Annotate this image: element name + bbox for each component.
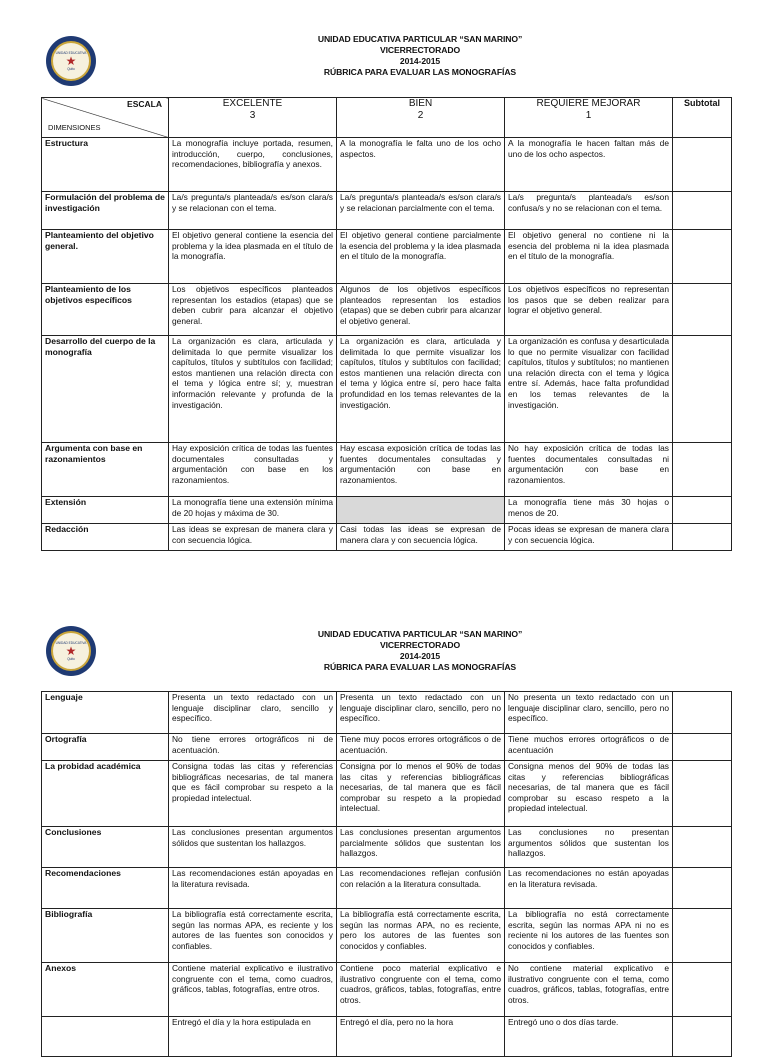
subtotal-cell[interactable] <box>673 909 732 963</box>
subtotal-cell[interactable] <box>673 963 732 1017</box>
subtotal-cell[interactable] <box>673 138 732 192</box>
institution-name: UNIDAD EDUCATIVA PARTICULAR “SAN MARINO” <box>317 629 523 639</box>
bien-cell-empty <box>337 497 505 524</box>
excelente-cell: Hay exposición crítica de todas las fuentes documentales consultadas y argumentación con base en los razonamientos. <box>169 443 337 497</box>
subtotal-cell[interactable] <box>673 443 732 497</box>
table-row <box>42 284 732 336</box>
subtotal-cell[interactable] <box>673 734 732 761</box>
excelente-cell: Las recomendaciones están apoyadas en la literatura revisada. <box>169 868 337 909</box>
bien-cell: Las conclusiones presentan argumentos parcialmente sólidos que sustentan los hallazgos. <box>337 827 505 868</box>
table-row <box>42 1017 732 1057</box>
table-row <box>42 497 732 524</box>
school-year: 2014-2015 <box>399 651 441 661</box>
excelente-cell: Consigna todas las citas y referencias bibliográficas necesarias, de tal manera que es fácil comprobar su respeto a la propiedad intelectual. <box>169 761 337 827</box>
subtotal-cell[interactable] <box>673 192 732 230</box>
subtotal-cell[interactable] <box>673 336 732 443</box>
table-row <box>42 868 732 909</box>
mejorar-cell: Pocas ideas se expresan de manera clara y con secuencia lógica. <box>505 524 673 551</box>
excelente-cell: Los objetivos específicos planteados representan los estadios (etapas) que se deben cubrir para alcanzar el objetivo general. <box>169 284 337 336</box>
star-icon: ★ <box>65 54 77 68</box>
bien-cell: La bibliografía está correctamente escrita, según las normas APA, no es reciente, pero los autores de las fuentes son conocidos y confiables. <box>337 909 505 963</box>
mejorar-cell: No hay exposición crítica de todas las fuentes documentales consultadas ni argumentación con base en razonamientos. <box>505 443 673 497</box>
subtotal-cell[interactable] <box>673 497 732 524</box>
subtotal-cell[interactable] <box>673 284 732 336</box>
mejorar-cell: No presenta un texto redactado con un lenguaje disciplinar claro, sencillo, pero no específico. <box>505 692 673 734</box>
mejorar-cell: Entregó uno o dos días tarde. <box>505 1017 673 1057</box>
bien-cell: Algunos de los objetivos específicos planteados representan los estadios (etapas) que se deben cubrir para alcanzar el objetivo general. <box>337 284 505 336</box>
level-score: 3 <box>249 110 256 121</box>
subtotal-cell[interactable] <box>673 692 732 734</box>
dimensiones-label: DIMENSIONES <box>48 123 101 133</box>
excelente-cell: Las conclusiones presentan argumentos sólidos que sustentan los hallazgos. <box>169 827 337 868</box>
table-row <box>42 761 732 827</box>
dimension-cell: Formulación del problema de investigación <box>42 192 169 230</box>
table-header-row <box>42 98 732 138</box>
dimension-cell <box>42 1017 169 1057</box>
table-row <box>42 138 732 192</box>
excelente-cell: Contiene material explicativo e ilustrativo congruente con el tema, como cuadros, gráficos, tablas, fotografías, entre otros. <box>169 963 337 1017</box>
dimension-cell: Recomendaciones <box>42 868 169 909</box>
level-score: 2 <box>417 110 424 121</box>
excelente-cell: Las ideas se expresan de manera clara y con secuencia lógica. <box>169 524 337 551</box>
dimension-cell: Desarrollo del cuerpo de la monografía <box>42 336 169 443</box>
mejorar-cell: Las conclusiones no presentan argumentos sólidos que sustentan los hallazgos. <box>505 827 673 868</box>
excelente-cell: El objetivo general contiene la esencia del problema y la idea plasmada en el título de la monografía. <box>169 230 337 284</box>
dimension-cell: Anexos <box>42 963 169 1017</box>
mejorar-cell: Las recomendaciones no están apoyadas en la literatura revisada. <box>505 868 673 909</box>
table-row <box>42 963 732 1017</box>
table-row <box>42 192 732 230</box>
seal-text-bottom: Quito <box>67 657 75 661</box>
mejorar-cell: Tiene muchos errores ortográficos o de acentuación <box>505 734 673 761</box>
table-row <box>42 443 732 497</box>
document-header <box>220 34 620 78</box>
bien-cell: Las recomendaciones reflejan confusión con relación a la literatura consultada. <box>337 868 505 909</box>
mejorar-cell: La organización es confusa y desarticulada lo que no permite visualizar con facilidad capítulos, títulos y subtítulos; no mantienen una relación directa con el tema y lógica entre sí. Además, hace falta profundidad en los temas relevantes de la investigación. <box>505 336 673 443</box>
mejorar-cell: No contiene material explicativo e ilustrativo congruente con el tema, como cuadros, gráficos, tablas, fotografías, entre otros. <box>505 963 673 1017</box>
bien-cell: Contiene poco material explicativo e ilustrativo congruente con el tema, como cuadros, gráficos, tablas, fotografías, entre otros. <box>337 963 505 1017</box>
dimension-cell: La probidad académica <box>42 761 169 827</box>
subtotal-header: Subtotal <box>673 98 732 138</box>
bien-cell: Consigna por lo menos el 90% de todas las citas y referencias bibliográficas necesarias, de tal manera que es fácil comprobar su respeto a la propiedad intelectual. <box>337 761 505 827</box>
subtotal-cell[interactable] <box>673 524 732 551</box>
dimension-cell: Conclusiones <box>42 827 169 868</box>
school-seal-icon <box>46 36 96 86</box>
document-title: RÚBRICA PARA EVALUAR LAS MONOGRAFÍAS <box>323 67 517 77</box>
excelente-cell: La bibliografía está correctamente escrita, según las normas APA, es reciente y los autores de las fuentes son conocidos y confiables. <box>169 909 337 963</box>
level-name: REQUIERE MEJORAR <box>536 98 641 109</box>
excelente-cell: La monografía tiene una extensión mínima de 20 hojas y máxima de 30. <box>169 497 337 524</box>
level-excelente-header <box>169 98 337 138</box>
excelente-cell: Entregó el día y la hora estipulada en <box>169 1017 337 1057</box>
subtotal-cell[interactable] <box>673 1017 732 1057</box>
mejorar-cell: El objetivo general no contiene ni la esencia del problema ni la idea plasmada en el título de la monografía. <box>505 230 673 284</box>
table-row <box>42 909 732 963</box>
excelente-cell: No tiene errores ortográficos ni de acentuación. <box>169 734 337 761</box>
scale-dimensions-corner <box>42 98 169 138</box>
department-name: VICERRECTORADO <box>379 45 461 55</box>
bien-cell: Presenta un texto redactado con un lenguaje disciplinar claro, sencillo, pero no específico. <box>337 692 505 734</box>
escala-label: ESCALA <box>127 99 162 109</box>
table-row <box>42 734 732 761</box>
seal-text-top: UNIDAD EDUCATIVA <box>55 51 87 55</box>
excelente-cell: La monografía incluye portada, resumen, introducción, cuerpo, conclusiones, recomendaciones, bibliografía y anexos. <box>169 138 337 192</box>
subtotal-cell[interactable] <box>673 827 732 868</box>
seal-text-top: UNIDAD EDUCATIVA <box>55 641 87 645</box>
bien-cell: El objetivo general contiene parcialmente la esencia del problema y la idea plasmada en el título de la monografía. <box>337 230 505 284</box>
bien-cell: Entregó el día, pero no la hora <box>337 1017 505 1057</box>
bien-cell: La organización es clara, articulada y delimitada lo que permite visualizar los capítulos, títulos y subtítulos con facilidad; estos mantienen una relación directa con el tema y lógica entre sí, pero hace falta profundidad en los temas relevantes de la investigación. <box>337 336 505 443</box>
bien-cell: Tiene muy pocos errores ortográficos o de acentuación. <box>337 734 505 761</box>
level-name: BIEN <box>408 98 433 109</box>
dimension-cell: Extensión <box>42 497 169 524</box>
rubric-table-page-2 <box>41 691 732 1057</box>
excelente-cell: La/s pregunta/s planteada/s es/son clara/s y se relacionan con el tema. <box>169 192 337 230</box>
table-row <box>42 524 732 551</box>
star-icon: ★ <box>65 644 77 658</box>
dimension-cell: Estructura <box>42 138 169 192</box>
bien-cell: La/s pregunta/s planteada/s es/son clara/s y se relacionan parcialmente con el tema. <box>337 192 505 230</box>
dimension-cell: Redacción <box>42 524 169 551</box>
department-name: VICERRECTORADO <box>379 640 461 650</box>
seal-text-bottom: Quito <box>67 67 75 71</box>
dimension-cell: Argumenta con base en razonamientos <box>42 443 169 497</box>
dimension-cell: Lenguaje <box>42 692 169 734</box>
mejorar-cell: La monografía tiene más 30 hojas o menos de 20. <box>505 497 673 524</box>
table-row <box>42 336 732 443</box>
level-mejorar-header <box>505 98 673 138</box>
subtotal-cell[interactable] <box>673 868 732 909</box>
excelente-cell: Presenta un texto redactado con un lenguaje disciplinar claro, sencillo y específico. <box>169 692 337 734</box>
school-seal-icon <box>46 626 96 676</box>
bien-cell: A la monografía le falta uno de los ocho aspectos. <box>337 138 505 192</box>
table-row <box>42 230 732 284</box>
dimension-cell: Planteamiento del objetivo general. <box>42 230 169 284</box>
dimension-cell: Ortografía <box>42 734 169 761</box>
mejorar-cell: La bibliografía no está correctamente escrita, según las normas APA ni no es reciente ni los autores de las fuentes son conocidos y confiables. <box>505 909 673 963</box>
subtotal-cell[interactable] <box>673 230 732 284</box>
mejorar-cell: A la monografía le hacen faltan más de uno de los ocho aspectos. <box>505 138 673 192</box>
table-row <box>42 692 732 734</box>
mejorar-cell: Consigna menos del 90% de todas las citas y referencias bibliográficas necesarias, de tal manera que es fácil comprobar su escaso respeto a la propiedad intelectual. <box>505 761 673 827</box>
bien-cell: Casi todas las ideas se expresan de manera clara y con secuencia lógica. <box>337 524 505 551</box>
dimension-cell: Planteamiento de los objetivos específicos <box>42 284 169 336</box>
table-row <box>42 827 732 868</box>
level-name: EXCELENTE <box>222 98 283 109</box>
mejorar-cell: La/s pregunta/s planteada/s es/son confusa/s y no se relacionan con el tema. <box>505 192 673 230</box>
dimension-cell: Bibliografía <box>42 909 169 963</box>
bien-cell: Hay escasa exposición crítica de todas las fuentes documentales consultadas y argumentación con base en razonamientos. <box>337 443 505 497</box>
document-header <box>220 629 620 673</box>
level-score: 1 <box>585 110 592 121</box>
excelente-cell: La organización es clara, articulada y delimitada lo que permite visualizar los capítulos, títulos y subtítulos con facilidad; estos mantienen una relación directa con el tema y lógica entre sí; y, muestran información relevante y profunda de la investigación. <box>169 336 337 443</box>
mejorar-cell: Los objetivos específicos no representan los pasos que se deben realizar para lograr el objetivo general. <box>505 284 673 336</box>
document-title: RÚBRICA PARA EVALUAR LAS MONOGRAFÍAS <box>323 662 517 672</box>
institution-name: UNIDAD EDUCATIVA PARTICULAR “SAN MARINO” <box>317 34 523 44</box>
subtotal-cell[interactable] <box>673 761 732 827</box>
school-year: 2014-2015 <box>399 56 441 66</box>
level-bien-header <box>337 98 505 138</box>
rubric-table-page-1 <box>41 97 732 551</box>
